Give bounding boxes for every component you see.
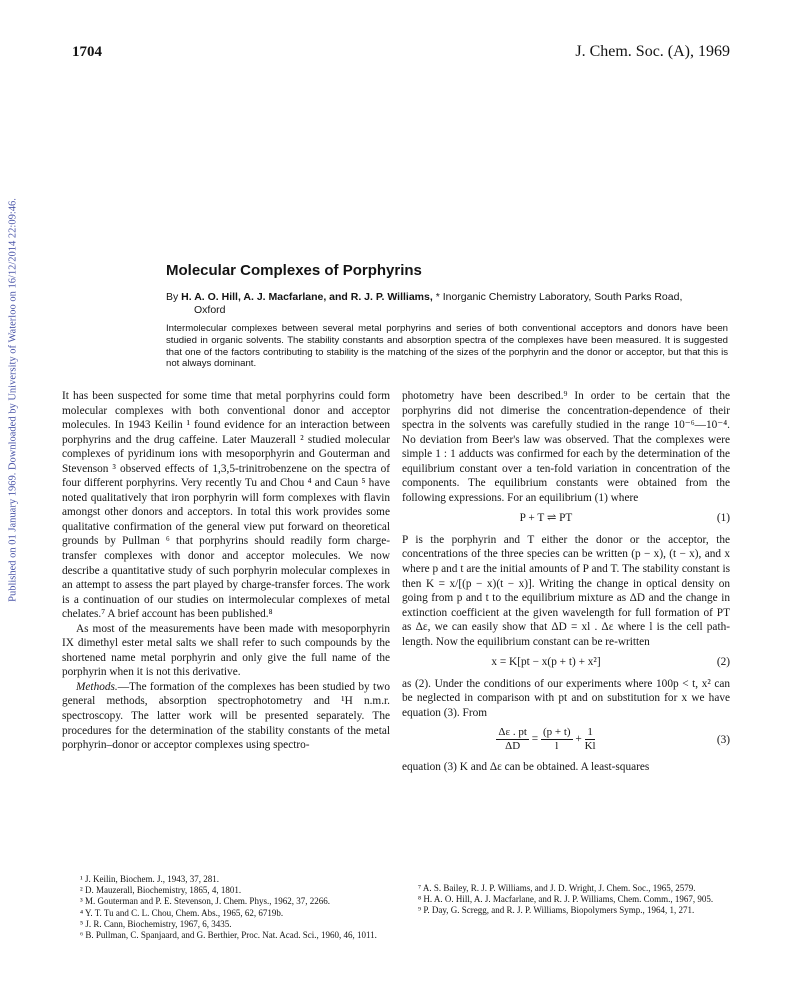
equation-3-lhs-fraction bbox=[496, 726, 529, 753]
equation-3 bbox=[402, 726, 730, 753]
footnote-1: ¹ J. Keilin, Biochem. J., 1943, 37, 281. bbox=[80, 874, 219, 884]
equation-2-number: (2) bbox=[716, 656, 730, 669]
equation-1 bbox=[402, 511, 730, 526]
affiliation: * Inorganic Chemistry Laboratory, South Parks Road, bbox=[435, 291, 683, 303]
conditions-paragraph: as (2). Under the conditions of our experiments where 100p < t, x² can be neglected in comparison with pt and on substitution for x we have equation (3). From bbox=[402, 677, 730, 719]
right-column bbox=[402, 389, 730, 775]
footnote-4: ⁴ Y. T. Tu and C. L. Chou, Chem. Abs., 1965, 62, 6719b. bbox=[80, 907, 284, 918]
equation-3-mid-fraction bbox=[541, 726, 573, 753]
footnotes-left bbox=[80, 874, 390, 941]
download-notice-text: Published on 01 January 1969. Downloaded by University of Waterloo on 16/12/2014 22:09:46. bbox=[7, 198, 19, 602]
equation-3-plus: + bbox=[575, 733, 582, 746]
equation-1-number: (1) bbox=[716, 512, 730, 525]
footnote-3: ³ M. Gouterman and P. E. Stevenson, J. Chem. Phys., 1962, 37, 2266. bbox=[80, 896, 330, 907]
methods-paragraph bbox=[62, 680, 390, 753]
photometry-paragraph: photometry have been described.⁹ In order to be certain that the porphyrins did not dimerise the concentration-dependence of their spectra in the solvents was carefully studied in the range 10⁻⁶—10⁻⁴. No deviation from Beer's law was observed. That the complexes were simple 1 : 1 adducts was confirmed for each by the determination of the equilibrium constant over a ten-fold variation in concentration of the components. The equilibrium constants were obtained from the following expressions. For an equilibrium (1) where bbox=[402, 390, 730, 504]
abstract: Intermolecular complexes between several metal porphyrins and series of both conventional acceptors and donors have been studied in organic solvents. The stability constants and absorption spectra of the complexes have been measured. It is suggested that one of the factors contributing to stability is the matching of the sizes of the porphyrin and the donor or acceptor, but that this is not always dominant. bbox=[166, 323, 728, 370]
footnote-7: ⁷ A. S. Bailey, R. J. P. Williams, and J. D. Wright, J. Chem. Soc., 1965, 2579. bbox=[418, 883, 696, 893]
footnote-5: ⁵ J. R. Cann, Biochemistry, 1967, 6, 3435. bbox=[80, 918, 232, 929]
equation-3-number: (3) bbox=[716, 733, 730, 746]
footnote-2: ² D. Mauzerall, Biochemistry, 1865, 4, 1801. bbox=[80, 885, 242, 896]
equation-3-mid-numerator: (p + t) bbox=[542, 726, 571, 739]
equation-3-equals: = bbox=[531, 733, 539, 746]
stability-paragraph: P is the porphyrin and T either the donor or the acceptor, the concentrations of the three species can be written (p − x), (t − x), and x where p and t are the initial amounts of P and T. The stability constant is then K = x/[(p − x)(t − x)]. Writing the change in optical density on going from p and t to the equilibrium mixture as ΔD and the change in extinction coefficient at the given wavelength for full formation of PT as Δε, we can easily show that ΔD = xl . Δε where l is the cell path-length. Now the equilibrium constant can be re-written bbox=[402, 533, 730, 648]
page-number: 1704 bbox=[72, 44, 102, 60]
equation-1-expression: P + T ⇌ PT bbox=[519, 512, 573, 525]
byline bbox=[166, 291, 726, 317]
footnote-6: ⁶ B. Pullman, C. Spanjaard, and G. Berthier, Proc. Nat. Acad. Sci., 1960, 46, 1011. bbox=[80, 930, 377, 941]
nomenclature-paragraph: As most of the measurements have been made with mesoporphyrin IX dimethyl ester metal salts we shall refer to such compounds by the shortened name metal porphyrin and only give the full name of the porphyrin when it is not this derivative. bbox=[62, 622, 390, 679]
methods-text: —The formation of the complexes has been studied by two general methods, absorption spectrophotometry and ¹H n.m.r. spectroscopy. The latter work will be presented separately. The procedures for the determination of the stability constants of the metal porphyrin–donor or acceptor complexes using spectro- bbox=[62, 680, 390, 752]
equation-3-rhs-numerator: 1 bbox=[587, 726, 593, 739]
footnote-9: ⁹ P. Day, G. Scregg, and R. J. P. Williams, Biopolymers Symp., 1964, 1, 271. bbox=[418, 905, 695, 916]
equation-3-rhs-fraction bbox=[585, 726, 596, 753]
equation-3-rhs-denominator: Kl bbox=[584, 740, 596, 753]
running-header: J. Chem. Soc. (A), 1969 bbox=[575, 43, 730, 60]
byline-prefix: By bbox=[166, 291, 182, 303]
download-notice-sidebar bbox=[6, 190, 20, 610]
equation-3-expression bbox=[402, 726, 690, 753]
affiliation-city: Oxford bbox=[194, 304, 226, 316]
equation-2 bbox=[402, 655, 730, 670]
intro-paragraph: It has been suspected for some time that metal porphyrins could form molecular complexes with both conventional donor and acceptor molecules. In 1943 Keilin ¹ found evidence for an interaction between porphyrins and the drug caffeine. Later Mauzerall ² studied molecular complexes of pyridinum ions with mesoporphyrin and Gouterman and Stevenson ³ observed effects of 1,3,5-trinitrobenzene on the spectra of four different porphyrins. Very recently Tu and Chou ⁴ and Caun ⁵ have noted qualitatively that iron porphyrin will form complexes with flavin amongst other donors and acceptors. In total this work provides some qualitative confirmation of the general view put forward on theoretical grounds by Pullman ⁶ that porphyrins should readily form charge-transfer complexes with donor and acceptor molecules. We now describe a quantitative study of such porphyrin molecular complexes in an attempt to assess the part played by charge-transfer forces. The work is a continuation of our studies on intermolecular complexes of metal chelates.⁷ A brief account has been published.⁸ bbox=[62, 390, 390, 621]
equation-2-expression: x = K[pt − x(p + t) + x²] bbox=[491, 656, 601, 669]
equation-3-lhs-numerator: Δε . pt bbox=[498, 726, 527, 739]
left-column bbox=[62, 389, 390, 753]
author-list: H. A. O. Hill, A. J. Macfarlane, and R. J. P. Williams, bbox=[181, 291, 433, 303]
methods-heading: Methods. bbox=[76, 680, 118, 693]
equation-3-mid-denominator: l bbox=[555, 740, 559, 753]
equation-3-lhs-denominator: ΔD bbox=[505, 740, 521, 753]
footnote-8: ⁸ H. A. O. Hill, A. J. Macfarlane, and R. J. P. Williams, Chem. Comm., 1967, 905. bbox=[418, 894, 714, 905]
footnotes-right bbox=[418, 883, 730, 917]
least-squares-paragraph: equation (3) K and Δε can be obtained. A least-squares bbox=[402, 761, 650, 774]
article-title: Molecular Complexes of Porphyrins bbox=[166, 262, 422, 279]
